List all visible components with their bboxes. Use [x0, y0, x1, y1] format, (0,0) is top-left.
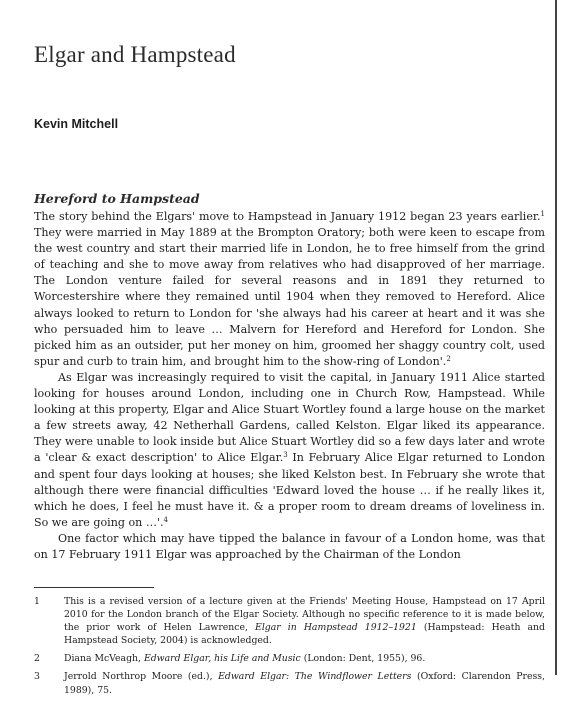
author-name: Kevin Mitchell — [34, 117, 119, 131]
section-heading: Hereford to Hampstead — [34, 191, 200, 206]
footnote-text — [64, 595, 545, 647]
work-title: Edward Elgar, his Life and Music — [143, 653, 301, 665]
text-run: Diana McVeagh, — [64, 653, 144, 665]
footnote — [34, 595, 545, 647]
footnote-rule — [34, 587, 154, 588]
text-run: (Oxford: Clarendon Press, 1989), 75. — [64, 671, 545, 696]
work-title: Elgar in Hampstead 1912–1921 — [255, 622, 417, 634]
footnote-number: 2 — [34, 653, 40, 665]
body-paragraph — [34, 531, 545, 563]
text-run: The story behind the Elgars' move to Hampstead in January 1912 began 23 years earlier. — [34, 210, 541, 223]
text-run: (Hampstead: Heath and Hampstead Society, 2004) is acknowledged. — [64, 622, 545, 647]
text-run: (London: Dent, 1955), 96. — [300, 653, 426, 665]
text-run: As Elgar was increasingly required to visit the capital, in January 1911 Alice started looking for houses around London, including one in Church Row, Hampstead. While looking at this property, Elgar and Alice Stuart Wortley found a large house on the market a few streets away, 42 Netherhall Gardens, called Kelston. Elgar liked its appearance. They were unable to look inside but Alice Stuart Wortley did so a few days later and wrote a 'clear & exact description' to Alice Elgar. — [34, 370, 545, 465]
footnote-text — [64, 670, 545, 696]
footnote — [34, 670, 545, 696]
article-body — [34, 209, 545, 563]
footnote-ref[interactable]: 2 — [446, 354, 451, 363]
footnote-ref[interactable]: 1 — [540, 210, 545, 218]
footnote-number: 3 — [34, 671, 40, 683]
body-paragraph — [34, 370, 545, 531]
footnote-ref[interactable]: 3 — [283, 451, 288, 460]
work-title: Edward Elgar: The Windflower Letters — [218, 671, 412, 683]
page-edge-rule — [555, 0, 557, 675]
footnote-text — [64, 652, 545, 665]
text-run: Jerrold Northrop Moore (ed.), — [64, 671, 219, 683]
footnote-ref[interactable]: 4 — [163, 515, 168, 524]
body-paragraph — [34, 209, 545, 370]
text-run: One factor which may have tipped the balance in favour of a London home, was that on 17 February 1911 Elgar was approached by the Chairman of the London — [34, 531, 545, 561]
text-run: In February Alice Elgar returned to London and spent four days looking at houses; she liked Kelston best. In February she wrote that although there were financial difficulties 'Edward loved the house … if he really likes it, which he does, I feel he must have it. & a proper room to dream dreams of loveliness in. So we are going on …'. — [34, 451, 545, 529]
footnote — [34, 652, 545, 665]
footnotes — [34, 595, 545, 702]
article-title: Elgar and Hampstead — [34, 42, 236, 67]
text-run: This is a revised version of a lecture given at the Friends' Meeting House, Hampstead on 17 April 2010 for the London branch of the Elgar Society. Although no specific reference to it is made below, the prior work of Helen Lawrence, — [64, 596, 545, 634]
footnote-number: 1 — [34, 596, 40, 607]
text-run: They were married in May 1889 at the Brompton Oratory; both were keen to escape from the west country and start their married life in London, he to free himself from the grind of teaching and she to move away from relatives who had disapproved of her marriage. The London venture failed for several reasons and in 1891 they returned to Worcestershire where they remained until 1904 when they removed to Hereford. Alice always looked to return to London for 'she always had his career at heart and it was she who persuaded him to leave … Malvern for Hereford and Hereford for London. She picked him as an outsider, put her money on him, groomed her shaggy country colt, used spur and curb to train him, and brought him to the show-ring of London'. — [34, 226, 545, 368]
